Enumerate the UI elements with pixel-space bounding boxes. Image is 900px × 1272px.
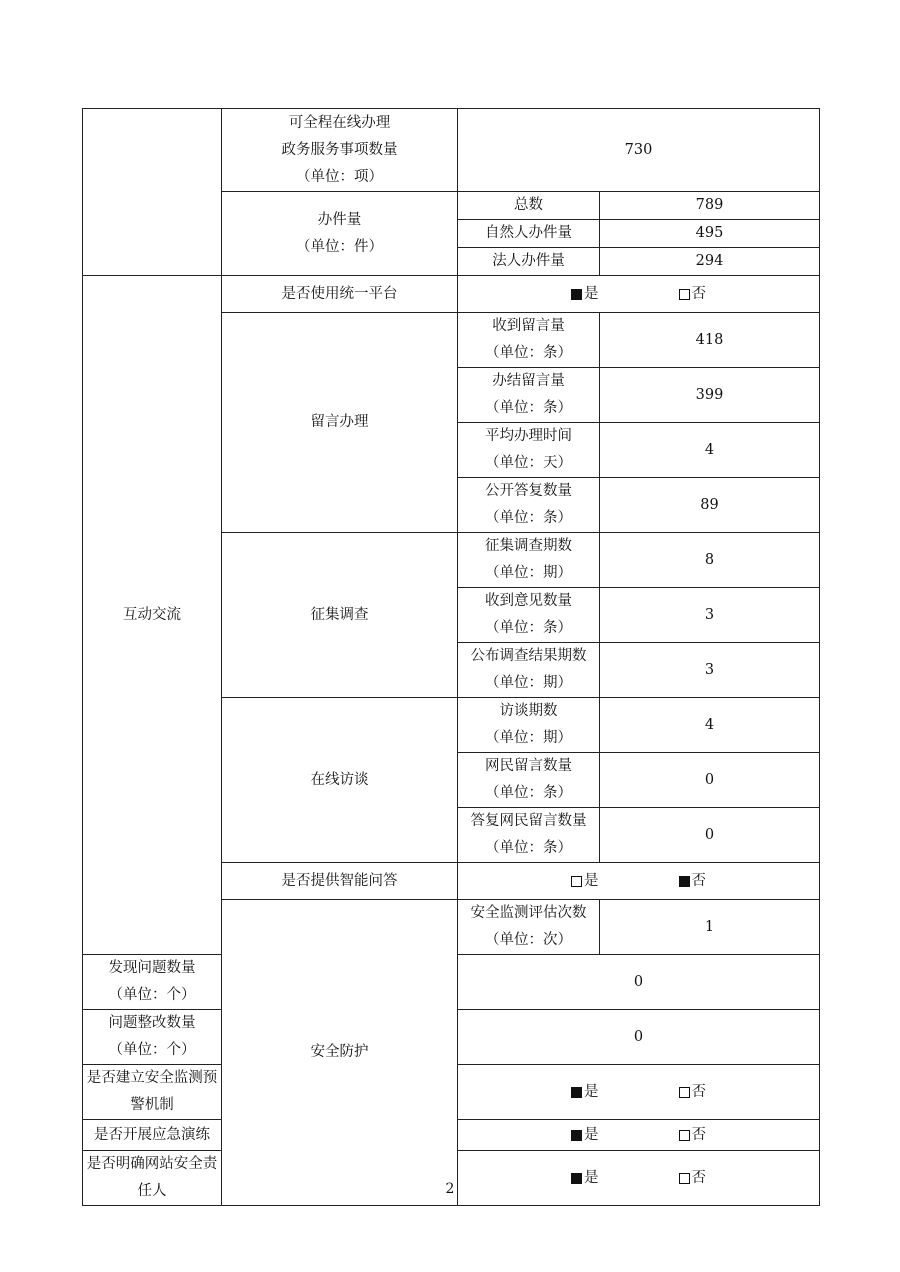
- survey-results-label: 公布调查结果期数 （单位：期）: [458, 643, 600, 698]
- survey-label: 征集调查: [222, 533, 458, 698]
- interview-replies-value: 0: [600, 808, 820, 863]
- checked-box-icon: [571, 1130, 582, 1141]
- emergency-drill-yes[interactable]: 是: [571, 1122, 599, 1149]
- online-services-value: 730: [458, 109, 820, 192]
- interview-periods-value: 4: [600, 698, 820, 753]
- smart-qa-choice: [458, 863, 820, 900]
- unchecked-box-icon: [679, 289, 690, 300]
- checked-box-icon: [571, 289, 582, 300]
- online-services-label: 可全程在线办理 政务服务事项数量 （单位：项）: [222, 109, 458, 192]
- interview-messages-label: 网民留言数量 （单位：条）: [458, 753, 600, 808]
- survey-periods-value: 8: [600, 533, 820, 588]
- security-issues-fixed-label: 问题整改数量 （单位：个）: [83, 1010, 222, 1065]
- case-volume-legal-value: 294: [600, 248, 820, 276]
- warning-mechanism-label: 是否建立安全监测预警机制: [83, 1065, 222, 1120]
- unified-platform-no[interactable]: 否: [679, 281, 707, 308]
- security-owner-label: 是否明确网站安全责任人: [83, 1151, 222, 1206]
- smart-qa-no[interactable]: 否: [679, 868, 707, 895]
- interaction-category: 互动交流: [83, 276, 222, 955]
- warning-mechanism-no[interactable]: 否: [679, 1079, 707, 1106]
- interview-replies-label: 答复网民留言数量 （单位：条）: [458, 808, 600, 863]
- messages-received-value: 418: [600, 313, 820, 368]
- messages-avg-time-value: 4: [600, 423, 820, 478]
- survey-periods-label: 征集调查期数 （单位：期）: [458, 533, 600, 588]
- case-volume-total-label: 总数: [458, 192, 600, 220]
- security-assessments-value: 1: [600, 900, 820, 955]
- warning-mechanism-yes[interactable]: 是: [571, 1079, 599, 1106]
- survey-results-value: 3: [600, 643, 820, 698]
- unified-platform-label: 是否使用统一平台: [222, 276, 458, 313]
- interview-periods-label: 访谈期数 （单位：期）: [458, 698, 600, 753]
- interview-label: 在线访谈: [222, 698, 458, 863]
- messages-received-label: 收到留言量 （单位：条）: [458, 313, 600, 368]
- unified-platform-yes[interactable]: 是: [571, 281, 599, 308]
- messages-closed-label: 办结留言量 （单位：条）: [458, 368, 600, 423]
- messages-label: 留言办理: [222, 313, 458, 533]
- warning-mechanism-choice: [458, 1065, 820, 1120]
- case-volume-total-value: 789: [600, 192, 820, 220]
- messages-public-reply-label: 公开答复数量 （单位：条）: [458, 478, 600, 533]
- checked-box-icon: [571, 1087, 582, 1098]
- security-issues-fixed-value: 0: [458, 1010, 820, 1065]
- messages-avg-time-label: 平均办理时间 （单位：天）: [458, 423, 600, 478]
- security-issues-found-label: 发现问题数量 （单位：个）: [83, 955, 222, 1010]
- survey-opinions-label: 收到意见数量 （单位：条）: [458, 588, 600, 643]
- case-volume-natural-label: 自然人办件量: [458, 220, 600, 248]
- category-cell-empty: [83, 109, 222, 276]
- security-owner-no[interactable]: 否: [679, 1165, 707, 1192]
- page-number: 2: [445, 1181, 455, 1197]
- interview-messages-value: 0: [600, 753, 820, 808]
- messages-closed-value: 399: [600, 368, 820, 423]
- messages-public-reply-value: 89: [600, 478, 820, 533]
- checked-box-icon: [679, 876, 690, 887]
- security-category: 安全防护: [222, 900, 458, 1206]
- emergency-drill-choice: [458, 1120, 820, 1151]
- report-table: [82, 108, 820, 1206]
- unified-platform-choice: [458, 276, 820, 313]
- security-owner-yes[interactable]: 是: [571, 1165, 599, 1192]
- survey-opinions-value: 3: [600, 588, 820, 643]
- unchecked-box-icon: [571, 876, 582, 887]
- case-volume-legal-label: 法人办件量: [458, 248, 600, 276]
- smart-qa-yes[interactable]: 是: [571, 868, 599, 895]
- case-volume-natural-value: 495: [600, 220, 820, 248]
- security-assessments-label: 安全监测评估次数 （单位：次）: [458, 900, 600, 955]
- case-volume-label: 办件量 （单位：件）: [222, 192, 458, 276]
- security-owner-choice: [458, 1151, 820, 1206]
- unchecked-box-icon: [679, 1087, 690, 1098]
- emergency-drill-label: 是否开展应急演练: [83, 1120, 222, 1151]
- smart-qa-label: 是否提供智能问答: [222, 863, 458, 900]
- unchecked-box-icon: [679, 1130, 690, 1141]
- emergency-drill-no[interactable]: 否: [679, 1122, 707, 1149]
- security-issues-found-value: 0: [458, 955, 820, 1010]
